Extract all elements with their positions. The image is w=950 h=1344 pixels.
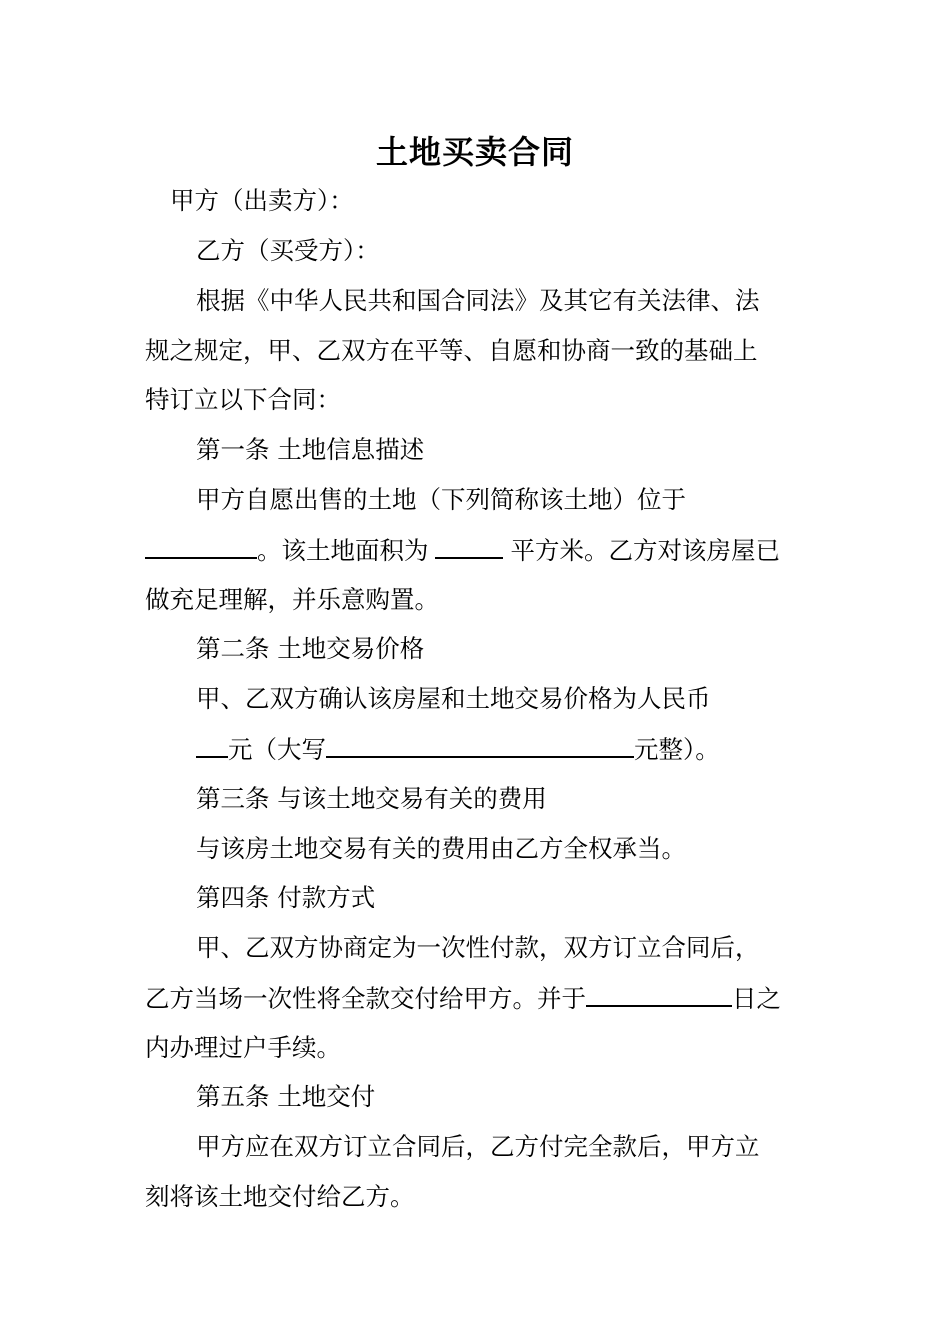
party-a-line: 甲方（出卖方）：	[170, 186, 354, 215]
price-words-blank	[326, 732, 634, 758]
article-5-heading: 第五条 土地交付	[196, 1082, 376, 1111]
transfer-days-blank	[586, 981, 732, 1007]
party-b-line: 乙方（买受方）：	[196, 236, 380, 265]
article-1-line-2	[145, 533, 780, 568]
article-1-line-3: 做充足理解，并乐意购置。	[145, 585, 439, 614]
article-5-line-2: 刻将该土地交付给乙方。	[145, 1182, 415, 1211]
article-1-heading: 第一条 土地信息描述	[196, 435, 425, 464]
article-3-line-1: 与该房土地交易有关的费用由乙方全权承当。	[196, 834, 686, 863]
article-4-line-3: 内办理过户手续。	[145, 1033, 341, 1062]
article-1-line-2a: 。该土地面积为	[257, 536, 429, 565]
article-4-heading: 第四条 付款方式	[196, 883, 376, 912]
preamble-line-3: 特订立以下合同：	[145, 385, 341, 414]
article-4-line-2b: 日之	[732, 984, 781, 1013]
preamble-line-1: 根据《中华人民共和国合同法》及其它有关法律、法	[196, 286, 760, 315]
area-blank	[435, 533, 503, 559]
preamble-line-2: 规之规定，甲、乙双方在平等、自愿和协商一致的基础上	[145, 336, 758, 365]
article-2-line-2b: 元整）。	[634, 735, 720, 764]
article-2-line-2	[196, 732, 720, 767]
location-blank	[145, 533, 257, 559]
article-2-line-1: 甲、乙双方确认该房屋和土地交易价格为人民币	[196, 684, 711, 713]
price-blank	[196, 732, 228, 758]
article-3-heading: 第三条 与该土地交易有关的费用	[196, 784, 547, 813]
article-4-line-1: 甲、乙双方协商定为一次性付款，双方订立合同后，	[196, 933, 760, 962]
article-1-line-2b: 平方米。乙方对该房屋已	[510, 536, 780, 565]
article-2-heading: 第二条 土地交易价格	[196, 634, 425, 663]
article-2-line-2a: 元（大写	[228, 735, 326, 764]
article-4-line-2	[145, 981, 781, 1016]
article-5-line-1: 甲方应在双方订立合同后，乙方付完全款后，甲方立	[196, 1132, 760, 1161]
article-1-line-1: 甲方自愿出售的土地（下列简称该土地）位于	[196, 485, 686, 514]
article-4-line-2a: 乙方当场一次性将全款交付给甲方。并于	[145, 984, 586, 1013]
document-title: 土地买卖合同	[375, 133, 574, 171]
